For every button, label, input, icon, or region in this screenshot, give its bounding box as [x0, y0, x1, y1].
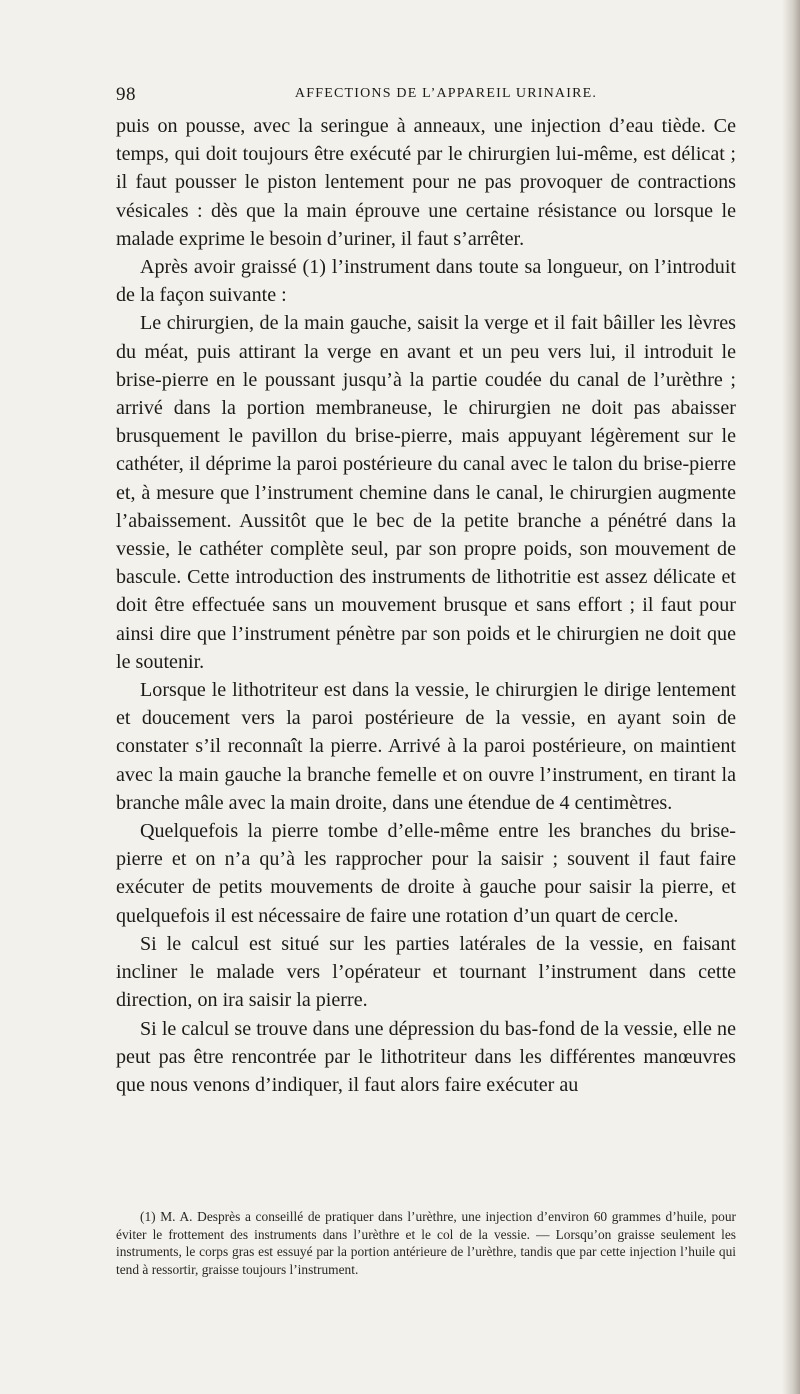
paragraph: Le chirurgien, de la main gauche, saisit la verge et il fait bâiller les lèvres du méat, puis attirant la verge en avant et un peu vers lui, il introduit le brise-pierre en le poussant jusqu’à la partie coudée du canal de l’urèthre ; arrivé dans la portion membraneuse, le chirurgien ne doit pas abaisser brusquement le pavillon du brise-pierre, mais appuyant légèrement sur le cathéter, il déprime la paroi postérieure du canal avec le talon du brise-pierre et, à mesure que l’instrument chemine dans le canal, le chirurgien augmente l’abaissement. Aussitôt que le bec de la petite branche a pénétré dans la vessie, le cathéter complète seul, par son propre poids, son mouvement de bascule. Cette introduction des instruments de lithotritie est assez délicate et doit être effectuée sans un mouvement brusque et sans effort ; il faut pour ainsi dire que l’instrument pénètre par son poids et le chirurgien ne doit que le soutenir. — [116, 312, 736, 673]
paragraph: puis on pousse, avec la seringue à anneaux, une injection d’eau tiède. Ce temps, qui doit toujours être exécuté par le chirurgien lui-même, est délicat ; il faut pousser le piston lentement pour ne pas provoquer de contractions vésicales : dès que la main éprouve une certaine résistance ou lorsque le malade exprime le besoin d’uriner, il faut s’arrêter. — [116, 115, 736, 250]
paragraph: Lorsque le lithotriteur est dans la vessie, le chirurgien le dirige lentement et doucement vers la paroi postérieure de la vessie, en ayant soin de constater s’il reconnaît la pierre. Arrivé à la paroi postérieure, on maintient avec la main gauche la branche femelle et on ouvre l’instrument, en tirant la branche mâle avec la main droite, dans une étendue de 4 centimètres. — [116, 679, 736, 814]
footnote: (1) M. A. Desprès a conseillé de pratiquer dans l’urèthre, une injection d’environ 60 grammes d’huile, pour éviter le frottement des instruments dans l’urèthre et le col de la vessie. — Lorsqu’on graisse seulement les instruments, le corps gras est essuyé par la portion antérieure de l’urèthre, tandis que par cette injection l’huile qui tend à ressortir, graisse toujours l’instrument. — [116, 1209, 736, 1277]
paragraph: Quelquefois la pierre tombe d’elle-même entre les branches du brise-pierre et on n’a qu’à les rapprocher pour la saisir ; souvent il faut faire exécuter de petits mouvements de droite à gauche pour saisir la pierre, et quelquefois il est nécessaire de faire une rotation d’un quart de cercle. — [116, 820, 736, 927]
page-header — [116, 84, 736, 108]
paragraph: Si le calcul se trouve dans une dépression du bas-fond de la vessie, elle ne peut pas être rencontrée par le lithotriteur dans les différentes manœuvres que nous venons d’indiquer, il faut alors faire exécuter au — [116, 1017, 736, 1096]
paragraph: Après avoir graissé (1) l’instrument dans toute sa longueur, on l’introduit de la façon suivante : — [116, 256, 736, 307]
running-title: AFFECTIONS DE L’APPAREIL URINAIRE. — [294, 86, 598, 101]
body-text — [116, 112, 736, 1099]
page-edge-shadow — [782, 0, 800, 1394]
paragraph: Si le calcul est situé sur les parties latérales de la vessie, en faisant incliner le malade vers l’opérateur et tournant l’instrument dans cette direction, on ira saisir la pierre. — [116, 932, 736, 1012]
page-number: 98 — [116, 84, 136, 105]
